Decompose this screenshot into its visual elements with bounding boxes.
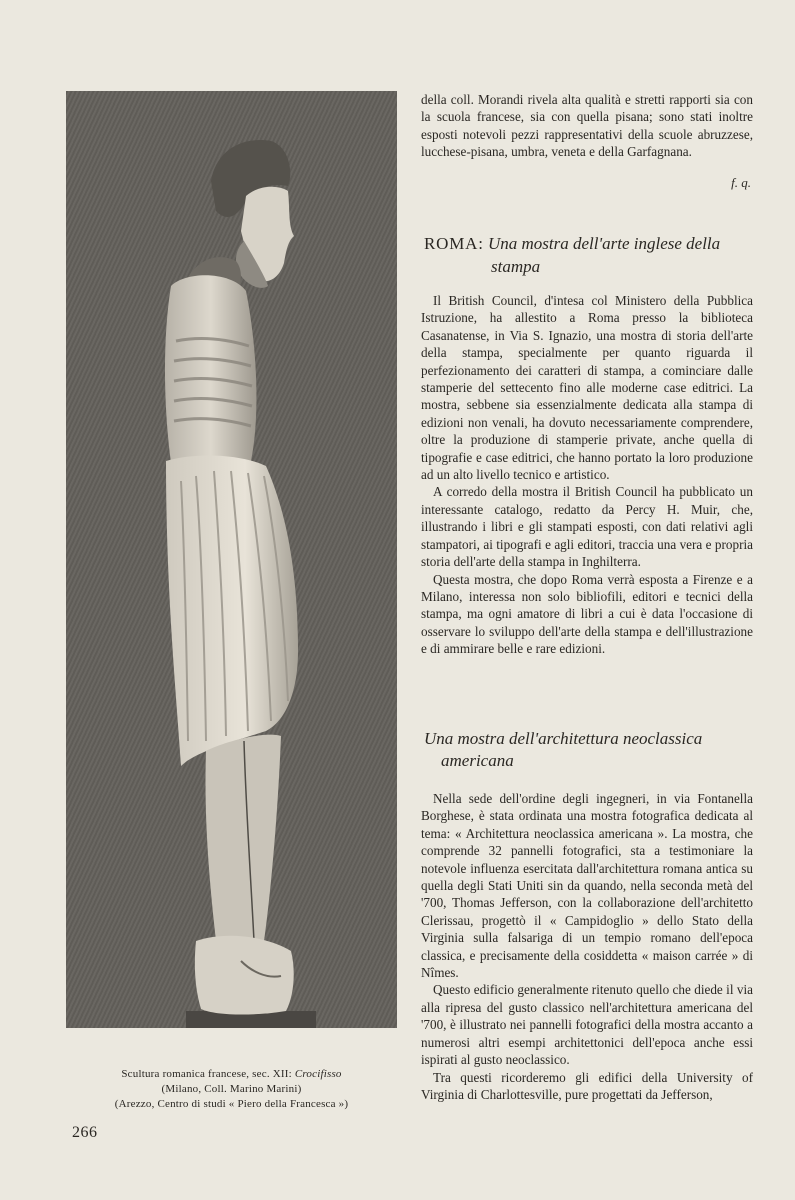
article-2-paragraph-3: Tra questi ricorderemo gli edifici della University of Virginia di Charlottesville, pure progettati da Jefferson, [421,1069,753,1102]
article-1-paragraph-3: Questa mostra, che dopo Roma verrà esposta a Firenze e a Milano, interessa non solo bibliofili, editori e tecnici della stampa, ma ogni amatore di libri a cui è data l'occasione di osservare lo sviluppo dell'arte della stampa e dell'illustrazione e di ammirare belle e rare edizioni. [421,571,753,657]
caption-line-2: (Milano, Coll. Marino Marini) [161,1083,302,1095]
article-2-paragraph-1: Nella sede dell'ordine degli ingegneri, in via Fontanella Borghese, è stata ordinata una mostra fotografica dedicata al tema: « Architettura neoclassica americana ». La mostra, che comprende 32 pannelli fotografici, sta a testimoniare la notevole influenza esercitata dall'architettura romana antica su quella degli Stati Uniti sin da quando, nella seconda metà del '700, Thomas Jefferson, con la collaborazione dell'architetto Clerissau, progettò il « Campidoglio » dello Stato della Virginia sulla falsariga di un tempio romano dell'epoca classica, e precisamente della cosiddetta « maison carrée » di Nîmes. [421,791,753,981]
article-2-title-line-2: americana [441,751,514,770]
photo-caption [66,1067,397,1112]
continuation-text [421,91,753,161]
page-number: 266 [72,1124,98,1141]
crucifix-sculpture-photo [66,91,397,1028]
caption-line-3: (Arezzo, Centro di studi « Piero della Francesca ») [114,1098,349,1110]
article-2-title-line-1: Una mostra dell'architettura neoclassica [424,729,703,748]
article-2-paragraph-2: Questo edificio generalmente ritenuto quello che diede il via alla ripresa del gusto classico nell'architettura americana del '700, è illustrato nei pannelli fotografici della mostra accanto a numerosi altri esempi architettonici dell'epoca anche essi ispirati al gusto neoclassico. [421,982,753,1068]
article-1-body [421,292,753,658]
article-1-title-line-2: stampa [491,257,541,276]
article-1-paragraph-2: A corredo della mostra il British Council ha pubblicato un interessante catalogo, redatto da Percy H. Muir, che, illustrando i libri e gli stampati esposti, con dati relativi agli stampatori, ai tipografi e agli editori, traccia una vera e propria storia dell'arte della stampa in Inghilterra. [421,484,753,570]
article-2-heading [424,728,754,772]
article-1-city: ROMA: [424,234,484,253]
article-2-body [421,790,753,1103]
article-1-paragraph-1: Il British Council, d'intesa col Ministero della Pubblica Istruzione, ha allestito a Roma presso la biblioteca Casanatense, in Via S. Ignazio, una mostra di storia dell'arte della stampa, specialmente per quanto riguarda il perfezionamento dei caratteri di stampa, a cominciare dalle stamperie del settecento fino alle moderne case editrici. La mostra, sebbene sia essenzialmente dedicata alla stampa di edizioni non venali, ha dovuto necessariamente comprendere, oltre la produzione di stamperie private, anche quella di tipografie e case editrici, che hanno portato la loro produzione ad un alto livello tecnico e artistico. [421,293,753,483]
article-1-heading [424,232,754,278]
caption-line-1: Scultura romanica francese, sec. XII: Crocifisso [121,1068,342,1080]
article-1-title-line-1: Una mostra dell'arte inglese della [487,234,721,253]
author-signature: f. q. [731,175,751,190]
continuation-paragraph: della coll. Morandi rivela alta qualità e stretti rapporti sia con la scuola francese, sia con quella pisana; sono stati inoltre esposti notevoli pezzi rappresentativi della scuole abruzzese, lucchese-pisana, umbra, veneta e della Garfagnana. [421,92,753,160]
